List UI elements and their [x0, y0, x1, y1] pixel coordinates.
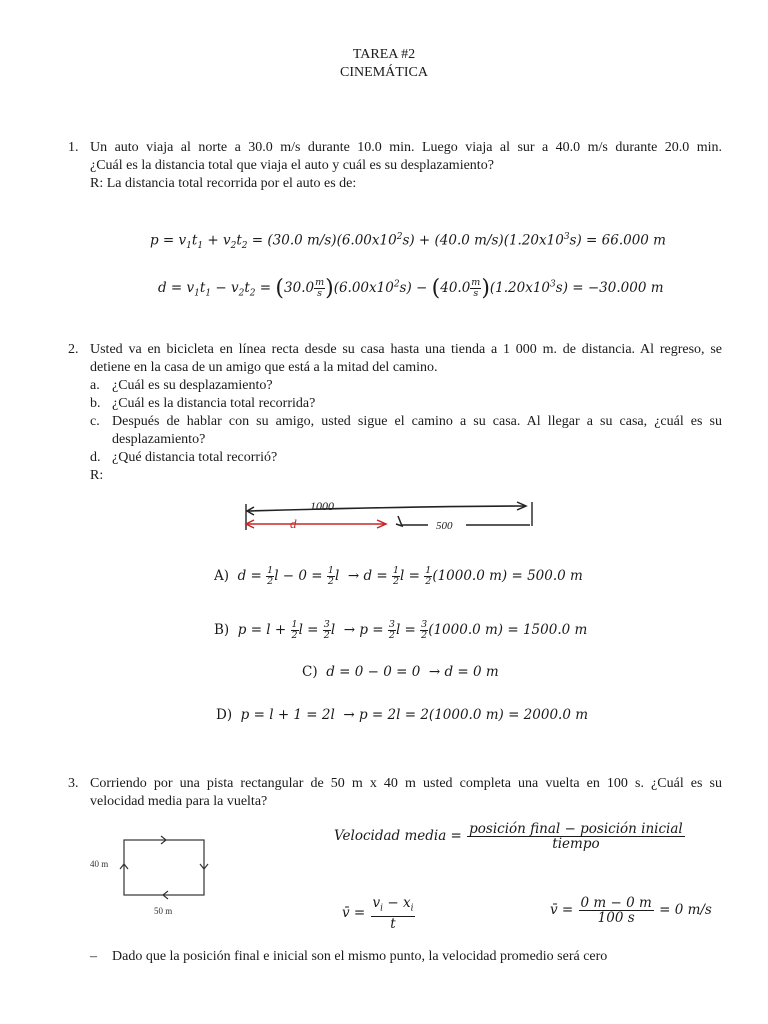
equation-average-velocity: Velocidad media = $\frac{\text{posición final − posición inicial}}{\text{tiempo}}$: [334, 821, 683, 852]
conclusion-text: Dado que la posición final e inicial son el mismo punto, la velocidad promedio será cero: [112, 949, 608, 964]
problem-1-number: 1.: [68, 140, 79, 155]
item-b-marker: b.: [90, 396, 101, 411]
problem-2-number: 2.: [68, 342, 79, 357]
track-bottom-label: 50 m: [154, 906, 173, 916]
track-side-label: 40 m: [90, 859, 109, 869]
conclusion-dash: –: [90, 949, 97, 964]
item-b: ¿Cuál es la distancia total recorrida?: [112, 396, 316, 411]
equation-displacement-result: = −30.000: [572, 280, 647, 296]
item-a: ¿Cuál es su desplazamiento?: [112, 378, 273, 393]
item-c-line-2: desplazamiento?: [112, 432, 206, 447]
item-c-marker: c.: [90, 414, 100, 429]
item-d: ¿Qué distancia total recorrió?: [112, 450, 278, 465]
answer-b-label: B): [214, 622, 230, 638]
answer-d-label: D): [216, 707, 233, 723]
average-velocity-numerator: posición final − posición inicial: [469, 821, 683, 837]
handdrawn-sketch: [240, 498, 540, 538]
sketch-top-label: 1000: [310, 499, 334, 513]
equation-velocity-bar: v̄ = $\frac{v_i - x_i}{t}$: [342, 895, 414, 932]
problem-2-line-1: Usted va en bicicleta en línea recta desde su casa hasta una tienda a 1 000 m. de distancia. Al regreso, se: [90, 342, 722, 357]
problem-1-answer-intro: R: La distancia total recorrida por el auto es de:: [90, 176, 357, 191]
page-subtitle: CINEMÁTICA: [340, 65, 428, 80]
problem-3-line-2: velocidad media para la vuelta?: [90, 794, 268, 809]
answer-a-label: A): [214, 568, 230, 584]
sketch-left-label: d: [290, 516, 297, 531]
equation-velocity-result: v̄ = $\frac{0 m - 0 m}{100 s}$ = 0 m/s: [550, 895, 712, 926]
problem-3-number: 3.: [68, 776, 79, 791]
problem-1-line-2: ¿Cuál es la distancia total que viaja el auto y cuál es su desplazamiento?: [90, 158, 494, 173]
answer-c-label: C): [302, 664, 318, 680]
item-a-marker: a.: [90, 378, 100, 393]
page-title: TAREA #2: [352, 47, 416, 62]
problem-1-line-1: Un auto viaja al norte a 30.0 m/s durante 10.0 min. Luego viaja al sur a 40.0 m/s durante 20.0 min.: [90, 140, 722, 155]
item-c-line-1: Después de hablar con su amigo, usted sigue el camino a su casa. Al llegar a su casa, ¿cuál es su: [112, 414, 722, 429]
sketch-right-label: 500: [436, 520, 453, 532]
answer-d: D) p = l + 1 = 2l → p = 2l = 2(1000.0 m) = 2000.0 m: [216, 707, 589, 723]
equation-displacement: $d = v_1t_1 - v_2t_2 = (30.0$ $\frac{m}{s}$ )$(6.00x10^2s) - (40.0$ $\frac{m}{s}$ )$(1.20x10^3s) = -30.000$ m: [158, 276, 664, 301]
item-d-marker: d.: [90, 450, 101, 465]
equation-distance-result: = 66.000: [586, 232, 649, 249]
equation-distance: $p = v_1t_1 + v_2t_2 = (30.0$ $m/s)(6.00x10^2s) + (40.0$ $m/s)(1.20x10^3s) = 66.000$ m: [150, 232, 666, 252]
answer-a: A) d = $\frac{1}{2}$ l − 0 = $\frac{1}{2}$ l → d = $\frac{1}{2}$ l = $\frac{1}{2}$ (1000.0 m) = 500.0 m: [214, 565, 583, 587]
problem-2-line-2: detiene en la casa de un amigo que está a la mitad del camino.: [90, 360, 438, 375]
answer-b: B) p = l + $\frac{1}{2}$ l = $\frac{3}{2}$ l → p = $\frac{3}{2}$ l = $\frac{3}{2}$ (1000.0 m) = 1500.0 m: [214, 619, 588, 641]
problem-2-answer-label: R:: [90, 468, 104, 483]
average-velocity-denominator: tiempo: [552, 836, 600, 852]
answer-c: C) d = 0 − 0 = 0 → d = 0 m: [302, 664, 499, 680]
track-figure: [88, 832, 228, 922]
average-velocity-label: Velocidad media: [334, 828, 447, 844]
problem-3-line-1: Corriendo por una pista rectangular de 50 m x 40 m usted completa una vuelta en 100 s. ¿Cuál es su: [90, 776, 722, 791]
